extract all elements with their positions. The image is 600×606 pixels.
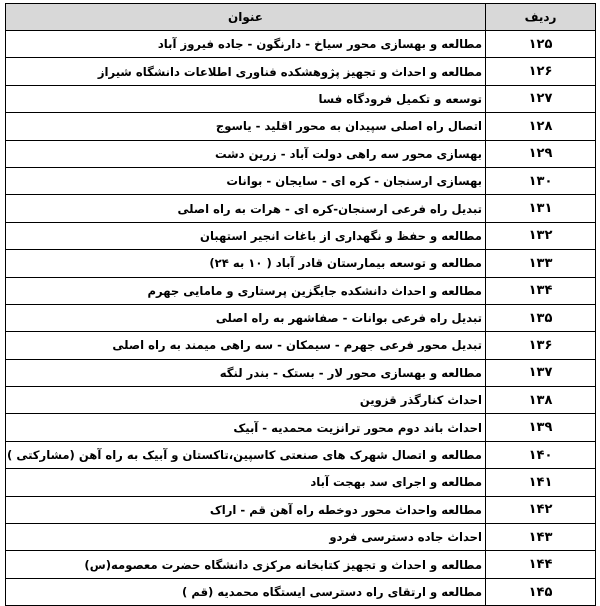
table-row — [6, 250, 596, 277]
table-header-row — [6, 4, 596, 31]
row-title: مطالعه و توسعه بیمارستان قادر آباد ( ۱۰ به ۲۴) — [6, 250, 486, 277]
table-row — [6, 359, 596, 386]
row-title: مطالعه و اتصال شهرک های صنعتی کاسپین،تاکستان و آبیک به راه آهن (مشارکتی ) — [6, 441, 486, 468]
row-number: ۱۴۵ — [486, 578, 596, 605]
row-number: ۱۴۲ — [486, 496, 596, 523]
table-row — [6, 58, 596, 85]
table-row — [6, 31, 596, 58]
table-row — [6, 113, 596, 140]
table-row — [6, 387, 596, 414]
table-row — [6, 167, 596, 194]
row-title: تبدیل محور فرعی جهرم - سیمکان - سه راهی میمند به راه اصلی — [6, 332, 486, 359]
header-number: ردیف — [486, 4, 596, 31]
row-number: ۱۲۷ — [486, 85, 596, 112]
row-title: تبدیل راه فرعی ارسنجان-کره ای - هرات به راه اصلی — [6, 195, 486, 222]
row-title: بهسازی محور سه راهی دولت آباد - زرین دشت — [6, 140, 486, 167]
row-title: احداث کنارگذر قزوین — [6, 387, 486, 414]
row-number: ۱۴۴ — [486, 551, 596, 578]
row-number: ۱۳۱ — [486, 195, 596, 222]
table-row — [6, 140, 596, 167]
row-title: احداث جاده دسترسی فردو — [6, 524, 486, 551]
table-row — [6, 85, 596, 112]
table-row — [6, 524, 596, 551]
row-title: مطالعه و بهسازی محور لار - بستک - بندر لنگه — [6, 359, 486, 386]
row-number: ۱۲۸ — [486, 113, 596, 140]
row-number: ۱۴۳ — [486, 524, 596, 551]
table-row — [6, 578, 596, 605]
row-title: توسعه و تکمیل فرودگاه فسا — [6, 85, 486, 112]
row-number: ۱۳۷ — [486, 359, 596, 386]
row-title: مطالعه و بهسازی محور سیاخ - دارنگون - جاده فیروز آباد — [6, 31, 486, 58]
row-title: اتصال راه اصلی سپیدان به محور اقلید - یاسوج — [6, 113, 486, 140]
table-body — [6, 31, 596, 606]
row-title: مطالعه و ارتقای راه دسترسی ایستگاه محمدیه (قم ) — [6, 578, 486, 605]
row-number: ۱۲۶ — [486, 58, 596, 85]
row-title: احداث باند دوم محور ترانزیت محمدیه - آبیک — [6, 414, 486, 441]
row-title: تبدیل راه فرعی بوانات - صفاشهر به راه اصلی — [6, 304, 486, 331]
table-row — [6, 414, 596, 441]
row-number: ۱۳۲ — [486, 222, 596, 249]
table-row — [6, 551, 596, 578]
row-number: ۱۲۵ — [486, 31, 596, 58]
row-number: ۱۳۵ — [486, 304, 596, 331]
row-title: بهسازی ارسنجان - کره ای - سایجان - بوانات — [6, 167, 486, 194]
table-row — [6, 469, 596, 496]
row-number: ۱۳۹ — [486, 414, 596, 441]
table-row — [6, 277, 596, 304]
row-title: مطالعه و احداث دانشکده جایگزین پرستاری و مامایی جهرم — [6, 277, 486, 304]
row-title: مطالعه و حفظ و نگهداری از باغات انجیر استهبان — [6, 222, 486, 249]
table-row — [6, 441, 596, 468]
row-number: ۱۲۹ — [486, 140, 596, 167]
table-row — [6, 496, 596, 523]
row-number: ۱۳۶ — [486, 332, 596, 359]
header-title: عنوان — [6, 4, 486, 31]
table-row — [6, 222, 596, 249]
table-row — [6, 195, 596, 222]
row-title: مطالعه و احداث و تجهیز پژوهشکده فناوری اطلاعات دانشگاه شیراز — [6, 58, 486, 85]
row-number: ۱۴۱ — [486, 469, 596, 496]
row-title: مطالعه و احداث و تجهیز کتابخانه مرکزی دانشگاه حضرت معصومه(س) — [6, 551, 486, 578]
row-number: ۱۳۰ — [486, 167, 596, 194]
projects-table — [5, 3, 596, 606]
table-row — [6, 332, 596, 359]
row-title: مطالعه واحداث محور دوخطه راه آهن قم - اراک — [6, 496, 486, 523]
row-number: ۱۳۳ — [486, 250, 596, 277]
row-title: مطالعه و اجرای سد بهجت آباد — [6, 469, 486, 496]
row-number: ۱۴۰ — [486, 441, 596, 468]
row-number: ۱۳۸ — [486, 387, 596, 414]
row-number: ۱۳۴ — [486, 277, 596, 304]
table-row — [6, 304, 596, 331]
